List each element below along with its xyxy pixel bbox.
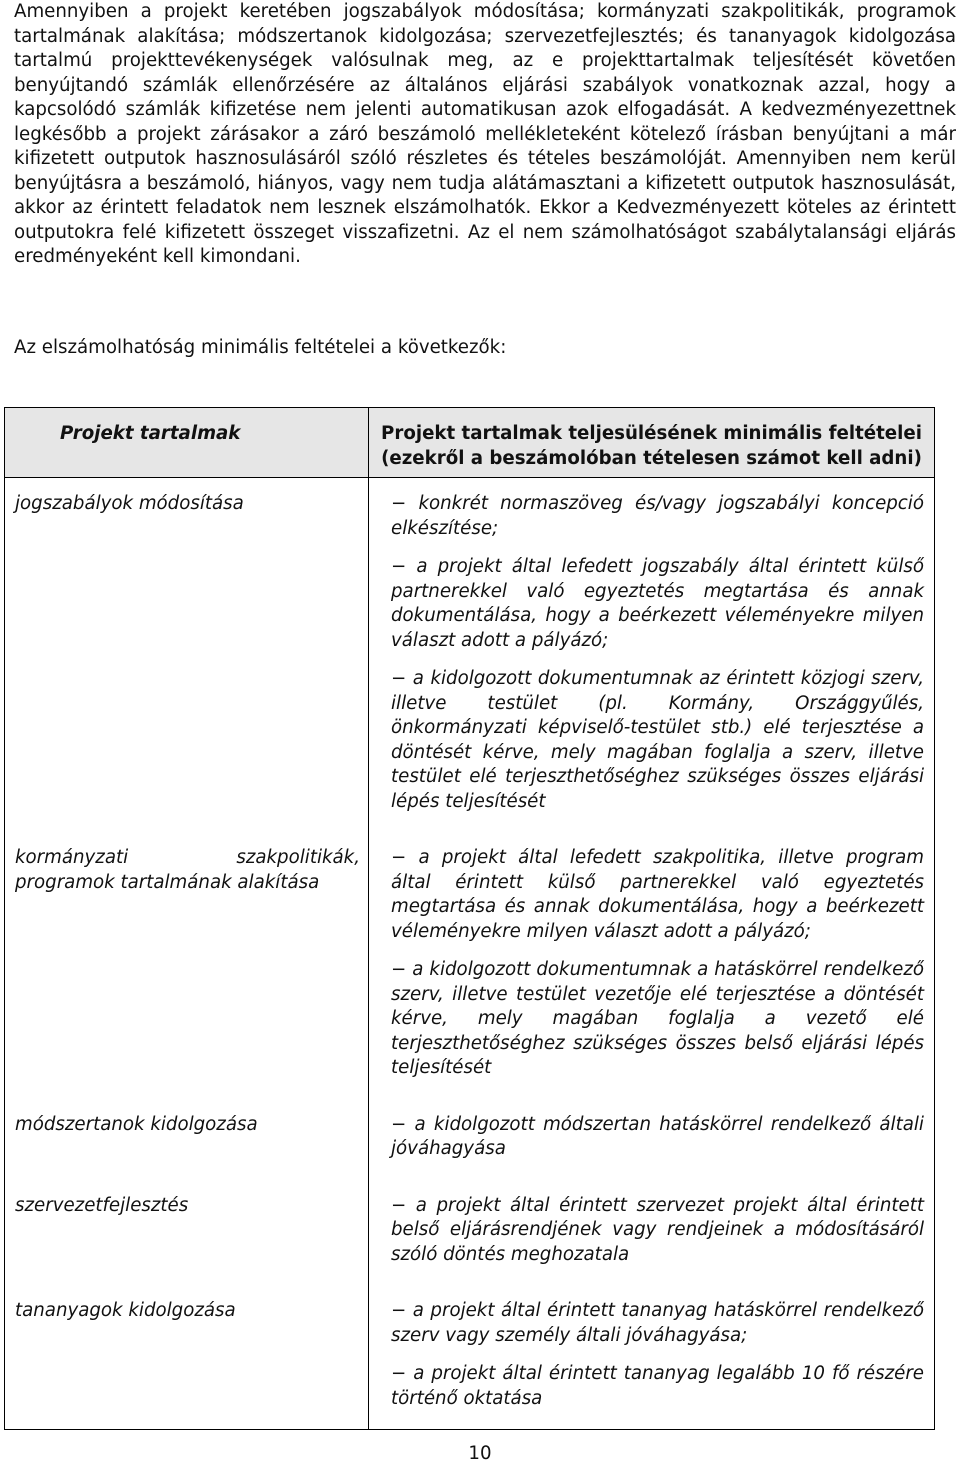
table-row — [5, 1285, 935, 1430]
table-row — [5, 832, 935, 1099]
table-header-row — [5, 408, 935, 478]
requirement-item: − a projekt által érintett tananyag hatáskörrel rendelkező szerv vagy személy általi jóváhagyása; — [391, 1300, 924, 1346]
requirement-item: − a kidolgozott dokumentumnak a hatáskörrel rendelkező szerv, illetve testület vezetője elé terjesztése a döntését kérve, mely magában foglalja a vezető elé terjeszthetőséghez szükséges összes belső eljárási lépés teljesítését — [391, 959, 924, 1078]
requirement-item: − a kidolgozott módszertan hatáskörrel rendelkező általi jóváhagyása — [391, 1113, 924, 1159]
row-requirements — [369, 1285, 935, 1430]
row-topic: kormányzati szakpolitikák, programok tartalmának alakítása — [5, 832, 369, 1099]
row-topic: jogszabályok módosítása — [5, 478, 369, 833]
requirement-item: − a projekt által érintett tananyag legalább 10 fő részére történő oktatása — [391, 1363, 924, 1409]
row-requirements — [369, 1099, 935, 1180]
requirement-item: − a kidolgozott dokumentumnak az érintett közjogi szerv, illetve testület (pl. Kormány, Országgyűlés, önkormányzati képviselő-testület stb.) elé terjesztése a döntését kérve, mely magában foglalja a szerv, illetve testület elé terjeszthetőséghez szükséges összes eljárási lépés teljesítését — [391, 668, 924, 812]
table-row — [5, 478, 935, 833]
lead-sentence: Az elszámolhatóság minimális feltételei a következők: — [14, 337, 507, 358]
requirement-item: − a projekt által lefedett szakpolitika, illetve program által érintett külső partnerekkel való egyeztetés megtartása és annak dokumentálása, hogy a beérkezett véleményekre milyen választ adott a pályázó; — [391, 847, 924, 942]
row-topic: szervezetfejlesztés — [5, 1180, 369, 1286]
row-topic: tananyagok kidolgozása — [5, 1285, 369, 1430]
table-row — [5, 1180, 935, 1286]
row-requirements — [369, 832, 935, 1099]
header-minimum-conditions: Projekt tartalmak teljesülésének minimális feltételei (ezekről a beszámolóban tételesen számot kell adni) — [369, 408, 935, 478]
row-requirements — [369, 478, 935, 833]
intro-paragraph: Amennyiben a projekt keretében jogszabályok módosítása; kormányzati szakpolitikák, programok tartalmának alakítása; módszertanok kidolgozása; szervezetfejlesztés; és tananyagok kidolgozása tartalmú projekttevékenységek valósulnak meg, az e projekttartalmak teljesítését követően benyújtandó számlák ellenőrzésére az általános eljárási szabályok vonatkoznak azzal, hogy a kapcsolódó számlák kifizetése nem jelenti automatikusan azok elfogadását. A kedvezményezettnek legkésőbb a projekt zárásakor a záró beszámoló mellékleteként kötelező írásban benyújtani a már kifizetett outputok hasznosulásáról szóló részletes és tételes beszámolóját. Amennyiben nem kerül benyújtásra a beszámoló, hiányos, vagy nem tudja alátámasztani a kifizetett outputok hasznosulását, akkor az érintett feladatok nem lesznek elszámolhatók. Ekkor a Kedvezményezett köteles az érintett outputokra felé kifizetett összeget visszafizetni. Az el nem számolhatóságot szabálytalansági eljárás eredményeként kell kimondani. — [14, 1, 956, 267]
requirement-item: − konkrét normaszöveg és/vagy jogszabályi koncepció elkészítése; — [391, 493, 924, 539]
eligibility-conditions-table — [4, 407, 935, 1430]
page-number: 10 — [468, 1443, 492, 1464]
row-topic: módszertanok kidolgozása — [5, 1099, 369, 1180]
requirement-item: − a projekt által érintett szervezet projekt által érintett belső eljárásrendjének vagy rendjeinek a módosításáról szóló döntés meghozatala — [391, 1194, 924, 1265]
requirement-item: − a projekt által lefedett jogszabály által érintett külső partnerekkel való egyeztetés megtartása és annak dokumentálása, hogy a beérkezett véleményekre milyen választ adott a pályázó; — [391, 556, 924, 651]
row-requirements — [369, 1180, 935, 1286]
header-project-content: Projekt tartalmak — [5, 408, 369, 478]
table-row — [5, 1099, 935, 1180]
